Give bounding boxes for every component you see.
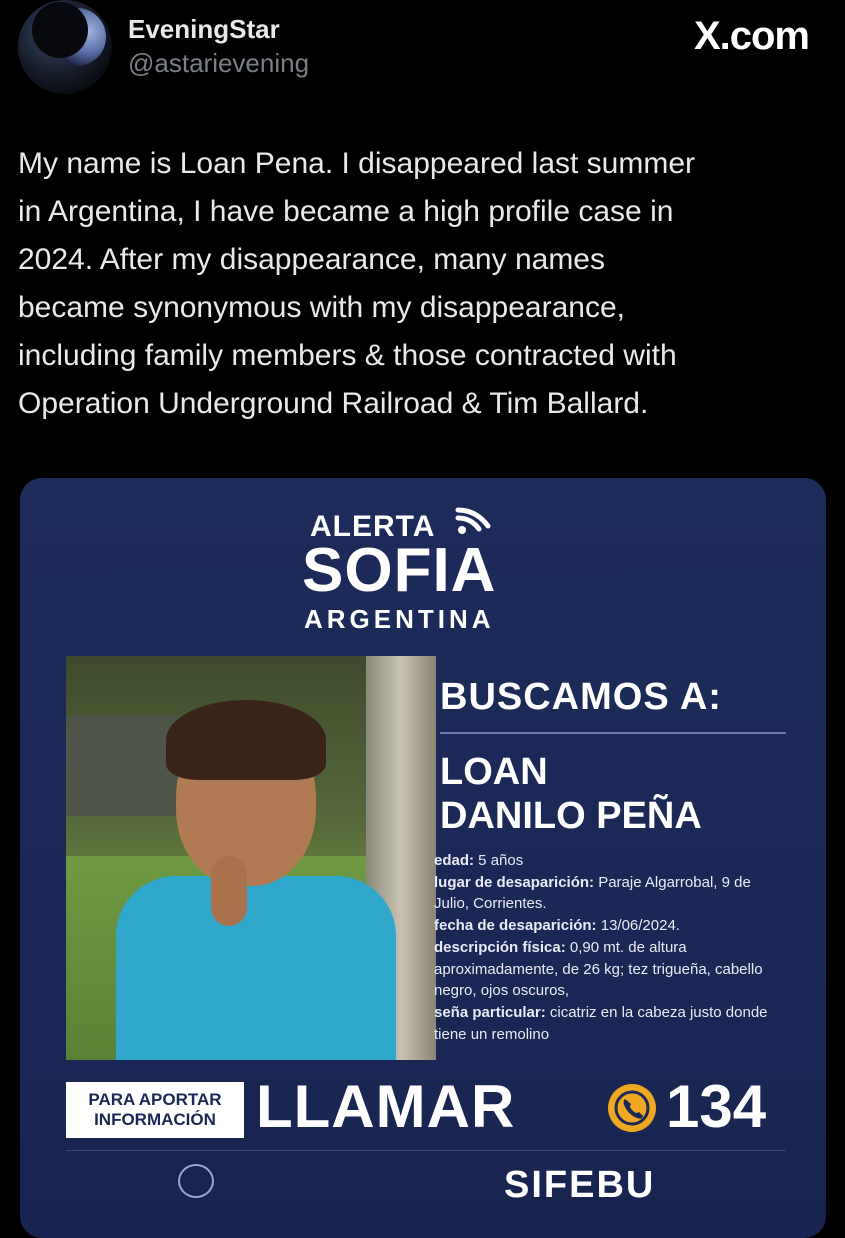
detail-label: fecha de desaparición: (434, 917, 597, 935)
detail-label: seña particular: (434, 1003, 546, 1021)
footer-logo-text: SIFEBU (504, 1164, 656, 1206)
info-box-line: INFORMACIÓN (94, 1110, 216, 1129)
tweet-line: became synonymous with my disappearance, (18, 291, 625, 324)
alerta-label: ALERTA (310, 510, 436, 543)
display-name[interactable]: EveningStar (128, 14, 280, 44)
detail-value: cicatriz en la cabeza justo donde tiene un remolino (434, 1003, 768, 1043)
missing-child-photo (66, 656, 436, 1060)
tweet-media-poster[interactable] (20, 478, 826, 1238)
info-box (66, 1082, 244, 1138)
missing-details (434, 850, 784, 1045)
tweet-line: My name is Loan Pena. I disappeared last summer (18, 147, 696, 180)
wifi-signal-icon (454, 504, 494, 538)
missing-name-first: LOAN (440, 751, 548, 793)
hotline-number: 134 (666, 1073, 767, 1140)
photo-hair (166, 700, 326, 780)
missing-name-last: DANILO PEÑA (440, 795, 702, 837)
avatar[interactable] (18, 0, 112, 94)
detail-value: Paraje Algarrobal, 9 de Julio, Corrientes. (434, 873, 751, 913)
detail-label: lugar de desaparición: (434, 873, 595, 891)
site-watermark: X.com (693, 14, 809, 58)
photo-hand (211, 856, 247, 926)
tweet-line: including family members & those contracted with (18, 339, 677, 372)
tweet-line: Operation Underground Railroad & Tim Ballard. (18, 387, 649, 420)
detail-value: 0,90 mt. de altura aproximadamente, de 26 kg; tez trigueña, cabello negro, ojos oscuros, (434, 938, 763, 1000)
divider (66, 1150, 786, 1151)
detail-label: descripción física: (434, 938, 566, 956)
buscamos-heading: BUSCAMOS A: (440, 676, 722, 718)
user-handle[interactable]: @astarievening (128, 48, 310, 78)
phone-icon (608, 1084, 656, 1132)
tweet-line: 2024. After my disappearance, many names (18, 243, 605, 276)
tweet-line: in Argentina, I have became a high profile case in (18, 195, 674, 228)
divider (440, 732, 786, 734)
detail-value: 13/06/2024. (596, 917, 680, 935)
emblem-icon (178, 1164, 214, 1198)
avatar-shade (32, 2, 88, 58)
detail-value: 5 años (474, 852, 524, 869)
photo-shirt (116, 876, 396, 1060)
sofia-title: SOFIA (302, 536, 497, 605)
tweet-text (18, 140, 828, 428)
argentina-label: ARGENTINA (304, 604, 495, 634)
detail-label: edad: (434, 852, 475, 869)
info-box-line: PARA APORTAR (88, 1090, 222, 1109)
llamar-label: LLAMAR (256, 1073, 516, 1140)
